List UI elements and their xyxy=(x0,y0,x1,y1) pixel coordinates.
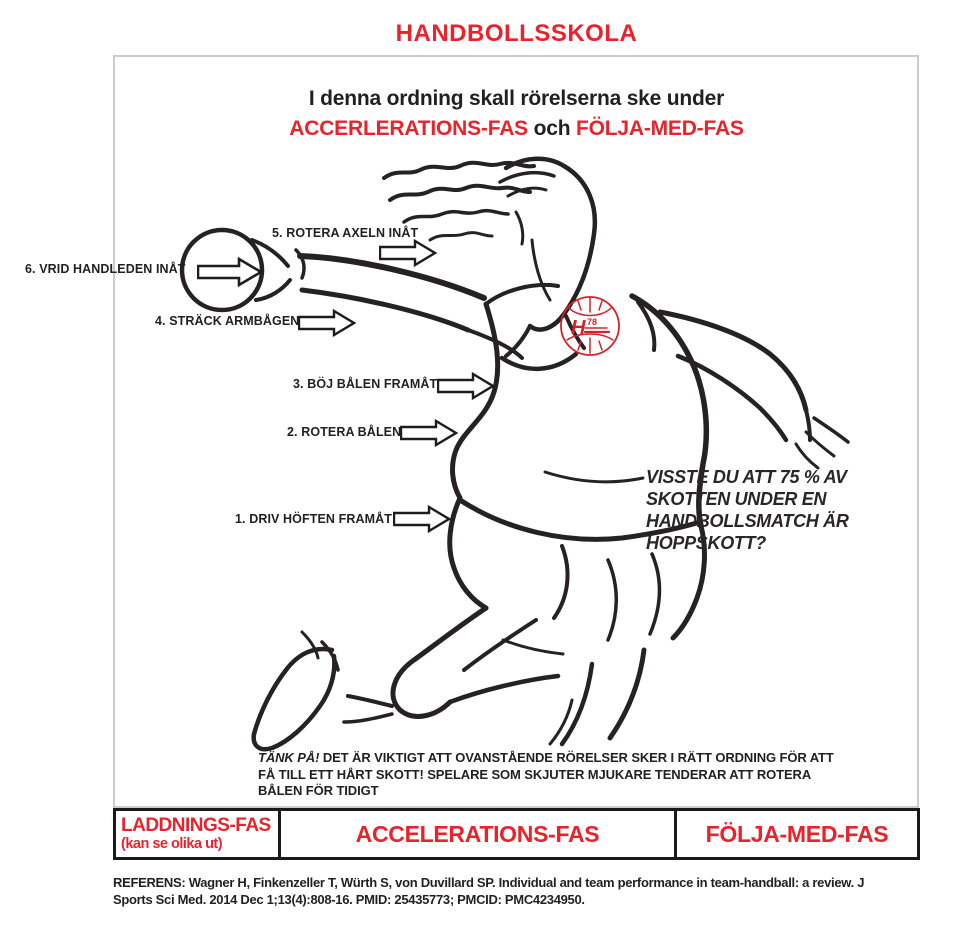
logo-letter: H xyxy=(571,317,586,339)
phase-label: ACCELERATIONS-FAS xyxy=(355,820,600,847)
arrow-right-icon xyxy=(400,419,458,447)
legs-outline xyxy=(393,608,644,744)
heading-och: och xyxy=(527,117,576,140)
movement-label-text: 2. ROTERA BÅLEN xyxy=(287,425,402,439)
arrow-right-icon xyxy=(393,505,451,533)
fact-line: VISSTE DU ATT 75 % AV xyxy=(646,467,847,487)
fact-line: HOPPSKOTT? xyxy=(646,533,767,553)
phase-cell-folja-med-fas xyxy=(674,808,920,860)
movement-label-text: 3. BÖJ BÅLEN FRAMÅT xyxy=(293,377,438,391)
shoe-outline xyxy=(254,632,392,749)
reference-body: Wagner H, Finkenzeller T, Würth S, von Duvillard SP. Individual and team performance in team-handball: a review. J Sports Sci Med. 2014 Dec 1;13(4):808-16. PMID: 25435773; PMCID: PMC4234950. xyxy=(113,875,865,907)
movement-label-text: 6. VRID HANDLEDEN INÅT xyxy=(25,262,186,276)
page-title: HANDBOLLSSKOLA xyxy=(395,20,638,47)
movement-label-text: 1. DRIV HÖFTEN FRAMÅT xyxy=(235,512,392,526)
movement-label-text: 4. STRÄCK ARMBÅGEN xyxy=(155,314,300,328)
logo-number: 78 xyxy=(587,317,598,327)
reminder-note-body: DET ÄR VIKTIGT ATT OVANSTÅENDE RÖRELSER SKER I RÄTT ORDNING FÖR ATT FÅ TILL ETT HÅRT SKOTT! SPELARE SOM SKJUTER MJUKARE TENDERAR ATT ROTERA BÅLEN FÖR TIDIGT xyxy=(258,750,834,798)
reference-lead: REFERENS: xyxy=(113,875,186,890)
heading-follow-phase: FÖLJA-MED-FAS xyxy=(575,117,744,140)
movement-label-text: 5. ROTERA AXELN INÅT xyxy=(272,226,419,240)
arrow-right-icon xyxy=(197,257,263,287)
arrow-right-icon xyxy=(379,239,437,267)
arrow-right-icon xyxy=(298,309,356,337)
reference-citation xyxy=(113,874,883,908)
fact-callout xyxy=(646,466,849,554)
arrow-right-icon xyxy=(437,372,495,400)
heading-line1: I denna ordning skall rörelserna ske under xyxy=(308,87,725,110)
reminder-note-lead: TÄNK PÅ! xyxy=(258,750,320,765)
phase-label: LADDNINGS-FAS xyxy=(121,815,271,836)
fact-line: HANDBOLLSMATCH ÄR xyxy=(646,511,849,531)
heading-acceleration-phase: ACCERLERATIONS-FAS xyxy=(289,117,528,140)
phase-sublabel: (kan se olika ut) xyxy=(121,836,223,852)
phase-cell-laddnings-fas xyxy=(113,808,281,860)
trailing-arm xyxy=(660,312,848,468)
phase-cell-accelerations-fas xyxy=(278,808,677,860)
fact-line: SKOTTEN UNDER EN xyxy=(646,489,827,509)
reminder-note xyxy=(258,750,843,800)
phase-table xyxy=(113,808,920,860)
phase-label: FÖLJA-MED-FAS xyxy=(705,820,889,847)
